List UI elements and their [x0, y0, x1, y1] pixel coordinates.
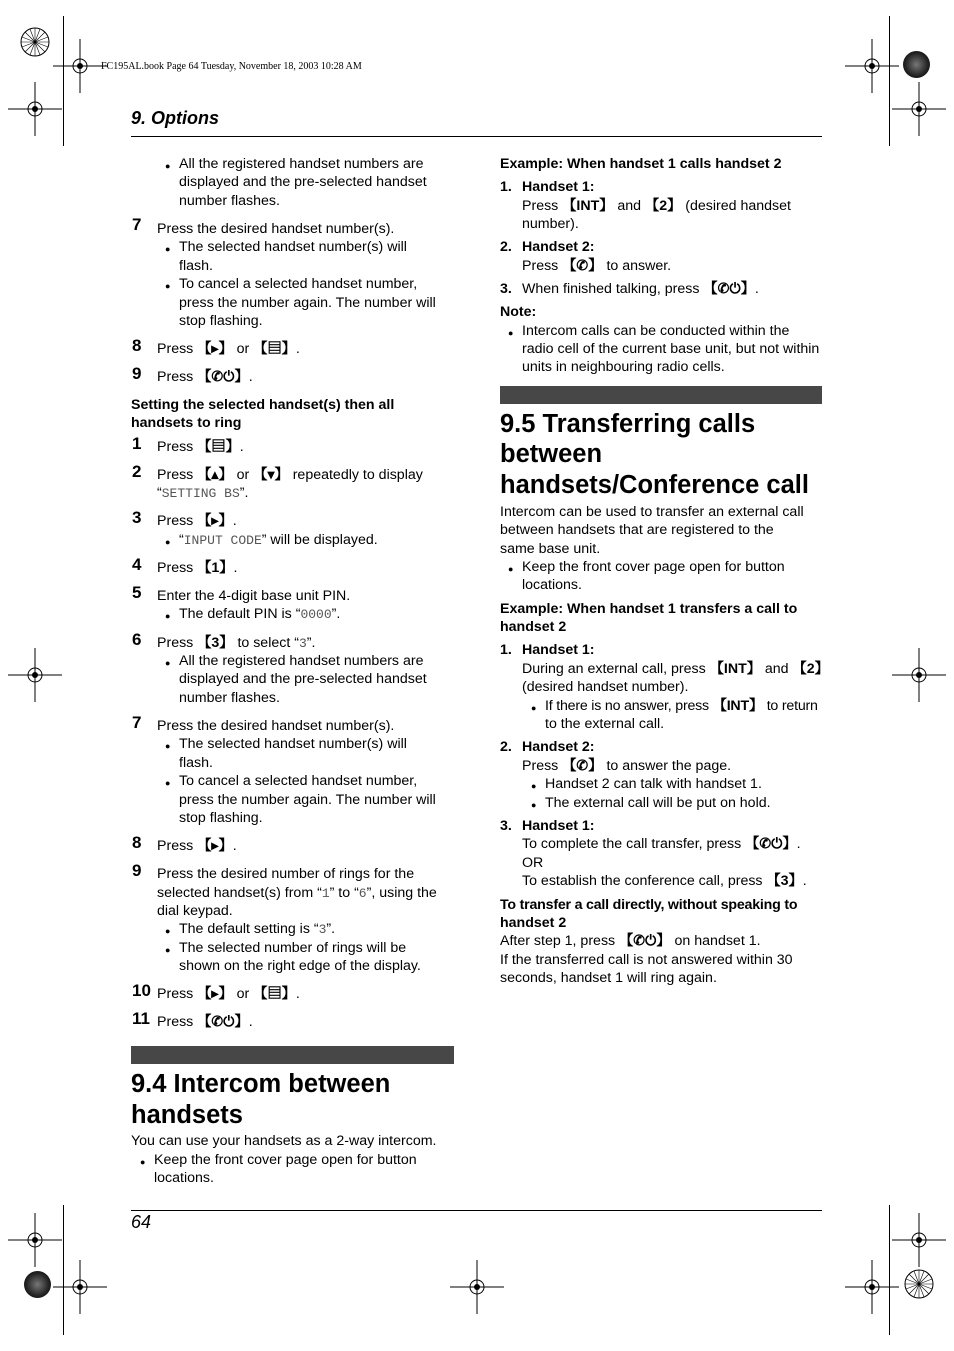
right-key-icon: 【▸】 — [197, 341, 233, 357]
off-key-icon: 【✆⏻】 — [703, 281, 755, 297]
off-key-icon: 【✆⏻】 — [197, 1014, 249, 1030]
bullet: ● — [165, 658, 171, 668]
text: Press — [157, 986, 194, 1002]
crosshair-mark — [892, 1213, 946, 1267]
lcd-text: 3 — [298, 636, 307, 651]
text-line — [522, 257, 671, 276]
section-bar — [500, 386, 822, 404]
text: Press — [157, 513, 194, 529]
menu-key-icon: 【▤】 — [253, 341, 296, 357]
text-line: number flashes. — [179, 690, 280, 706]
text: During an external call, press — [522, 661, 706, 677]
crop-line — [63, 1205, 64, 1335]
bullet: ● — [165, 741, 171, 751]
registration-disk — [903, 51, 930, 78]
text-line: shown on the right edge of the display. — [179, 958, 421, 974]
text-line: The selected handset number(s) will — [179, 239, 407, 255]
section-header: 9. Options — [131, 108, 220, 128]
list-title: Handset 1: — [522, 818, 595, 834]
crosshair-mark — [845, 1260, 899, 1314]
int-key-icon: 【INT】 — [709, 661, 761, 677]
text-line — [522, 197, 791, 216]
text: and — [617, 198, 642, 214]
text: To establish the conference call, press — [522, 873, 763, 889]
bullet: ● — [531, 703, 537, 713]
crosshair-mark — [450, 1260, 504, 1314]
example-heading: Example: When handset 1 calls handset 2 — [500, 156, 782, 172]
text-line: The selected handset number(s) will — [179, 736, 407, 752]
bullet: ● — [165, 537, 171, 547]
step-number: 4 — [132, 555, 142, 574]
list-title: Handset 1: — [522, 642, 595, 658]
right-key-icon: 【▸】 — [197, 513, 233, 529]
text-line: To complete the call transfer, press 【✆⏻】. — [522, 836, 801, 852]
text-line: Keep the front cover page open for button — [154, 1152, 417, 1168]
text: to answer the page. — [606, 758, 732, 774]
off-key-icon: 【✆⏻】 — [619, 933, 671, 949]
step-text: Press 【▸】 or 【▤】. — [157, 341, 300, 357]
menu-key-icon: 【▤】 — [253, 986, 296, 1002]
text: To complete the call transfer, press — [522, 836, 742, 852]
right-key-icon: 【▸】 — [197, 838, 233, 854]
text: ”. — [331, 606, 341, 622]
list-title: Handset 2: — [522, 739, 595, 755]
text-line: number). — [522, 216, 579, 232]
step-number: 6 — [132, 630, 142, 649]
crosshair-mark — [892, 648, 946, 702]
crop-line — [889, 1205, 890, 1335]
text: ” will be displayed. — [261, 532, 378, 548]
text-line — [157, 884, 437, 904]
step-number: 2 — [132, 462, 142, 481]
step-number: 8 — [132, 336, 142, 355]
step-text: Press the desired handset number(s). — [157, 718, 395, 734]
text-line: locations. — [154, 1170, 214, 1186]
text-line: dial keypad. — [157, 903, 233, 919]
text: ”. — [239, 485, 249, 501]
text: or — [236, 341, 250, 357]
step-number: 3 — [132, 508, 142, 527]
menu-key-icon: 【▤】 — [197, 439, 240, 455]
lcd-text: 3 — [318, 922, 327, 937]
crosshair-mark — [8, 1213, 62, 1267]
section-heading: 9.5 Transferring calls — [500, 410, 756, 438]
section-heading: between — [500, 440, 603, 468]
text: ”, using the — [366, 885, 437, 901]
text-line: stop flashing. — [179, 313, 263, 329]
text: Press — [157, 635, 194, 651]
text: Press — [157, 439, 194, 455]
list-number: 3. — [500, 281, 512, 297]
list-number: 2. — [500, 239, 512, 255]
key-3-icon: 【3】 — [197, 635, 234, 651]
crosshair-mark — [892, 82, 946, 136]
text-line: seconds, handset 1 will ring again. — [500, 970, 717, 986]
bullet: ● — [165, 244, 171, 254]
bullet: ● — [165, 161, 171, 171]
bullet: ● — [165, 945, 171, 955]
text: The default PIN is “ — [179, 606, 301, 622]
crop-line — [889, 16, 890, 146]
section-bar — [131, 1046, 454, 1064]
text: and — [764, 661, 789, 677]
text-line: Intercom can be used to transfer an external call — [500, 504, 804, 520]
key-2-icon: 【2】 — [645, 198, 682, 214]
int-key-icon: 【INT】 — [712, 698, 763, 714]
crosshair-mark — [8, 648, 62, 702]
text-line: radio cell of the current base unit, but not within — [522, 341, 820, 357]
bullet: ● — [531, 800, 537, 810]
step-number: 9 — [132, 364, 142, 383]
text: If there is no answer, press — [545, 698, 709, 714]
text: to return — [766, 698, 818, 714]
section-heading: 9.4 Intercom between — [131, 1070, 391, 1098]
text-line: To establish the conference call, press 【3】. — [522, 873, 807, 889]
subheading: handset 2 — [500, 915, 567, 931]
header-rule — [131, 136, 822, 137]
bullet: ● — [508, 564, 514, 574]
bullet: ● — [165, 281, 171, 291]
lcd-text: INPUT CODE — [183, 533, 262, 548]
text: After step 1, press — [500, 933, 616, 949]
step-number: 9 — [132, 861, 142, 880]
step-number: 5 — [132, 583, 142, 602]
step-number: 11 — [132, 1009, 150, 1028]
crosshair-mark — [53, 1260, 107, 1314]
step-text: Press the desired number of rings for the — [157, 866, 415, 882]
step-text — [157, 634, 315, 654]
bullet: ● — [165, 778, 171, 788]
step-number: 10 — [132, 981, 151, 1000]
subheading: To transfer a call directly, without speaking to — [500, 897, 798, 913]
text-line: All the registered handset numbers are — [179, 156, 424, 172]
text-line — [545, 697, 818, 716]
list-title: Handset 1: — [522, 179, 595, 195]
crosshair-mark — [8, 82, 62, 136]
lcd-text: 6 — [358, 886, 367, 901]
text: Press — [522, 258, 559, 274]
text: The default setting is “ — [179, 921, 319, 937]
list-number: 3. — [500, 818, 512, 834]
lcd-text: 1 — [321, 886, 330, 901]
text: to select “ — [237, 635, 299, 651]
off-key-icon: 【✆⏻】 — [745, 836, 797, 852]
text-line — [179, 531, 378, 551]
list-title: Handset 2: — [522, 239, 595, 255]
text-line: Intercom calls can be conducted within the — [522, 323, 790, 339]
up-key-icon: 【▴】 — [197, 467, 233, 483]
off-key-icon: 【✆⏻】 — [197, 369, 249, 385]
text: Press — [157, 467, 194, 483]
list-number: 1. — [500, 179, 512, 195]
text: Press — [522, 758, 559, 774]
text-line: You can use your handsets as a 2-way intercom. — [131, 1133, 437, 1149]
text-line: (desired handset number). — [522, 679, 689, 695]
lcd-text: SETTING BS — [161, 486, 240, 501]
list-number: 2. — [500, 739, 512, 755]
text-line: When finished talking, press 【✆⏻】. — [522, 281, 759, 297]
bullet: ● — [140, 1157, 146, 1167]
page-number: 64 — [131, 1212, 152, 1232]
bullet: ● — [165, 926, 171, 936]
text: Press — [157, 369, 194, 385]
text-line — [500, 932, 761, 951]
subheading: Setting the selected handset(s) then all — [131, 397, 395, 413]
text-line: OR — [522, 855, 544, 871]
step-text: Press 【▸】 or 【▤】. — [157, 986, 300, 1002]
text-line: All the registered handset numbers are — [179, 653, 424, 669]
step-text: Press 【▸】. — [157, 838, 237, 854]
text-line — [157, 484, 248, 504]
step-text: Press 【1】. — [157, 560, 238, 576]
text-line: The external call will be put on hold. — [545, 795, 771, 811]
text: selected handset(s) from “ — [157, 885, 322, 901]
registration-disk — [24, 1271, 51, 1298]
text-line — [522, 660, 829, 679]
step-text: Press the desired handset number(s). — [157, 221, 395, 237]
text: to answer. — [606, 258, 672, 274]
step-number: 8 — [132, 833, 142, 852]
text: ”. — [306, 635, 316, 651]
text: or — [236, 986, 250, 1002]
bullet: ● — [165, 611, 171, 621]
lcd-text: 0000 — [300, 607, 332, 622]
subheading: handsets to ring — [131, 415, 242, 431]
text-line: between handsets that are registered to the — [500, 522, 774, 538]
key-1-icon: 【1】 — [197, 560, 234, 576]
step-number: 1 — [132, 434, 142, 453]
step-text: Press 【▤】. — [157, 439, 244, 455]
text-line: flash. — [179, 258, 213, 274]
text-line — [179, 605, 340, 625]
text: repeatedly to display — [292, 467, 423, 483]
text: Press — [157, 341, 194, 357]
text-line: The selected number of rings will be — [179, 940, 407, 956]
footer-rule — [131, 1210, 822, 1211]
text-line: units in neighbouring radio cells. — [522, 359, 725, 375]
text-line: To cancel a selected handset number, — [179, 276, 418, 292]
text-line: same base unit. — [500, 541, 601, 557]
text: “ — [179, 532, 184, 548]
section-heading: handsets — [131, 1101, 243, 1129]
text: on handset 1. — [674, 933, 761, 949]
section-heading: handsets/Conference call — [500, 471, 809, 499]
text-line: press the number again. The number will — [179, 295, 436, 311]
text-line: Handset 2 can talk with handset 1. — [545, 776, 762, 792]
text: or — [236, 467, 250, 483]
bullet: ● — [508, 328, 514, 338]
text: ” to “ — [329, 885, 359, 901]
text: Press — [157, 1014, 194, 1030]
text: (desired handset — [685, 198, 791, 214]
talk-key-icon: 【✆】 — [562, 258, 603, 274]
step-text — [157, 466, 423, 485]
key-2-icon: 【2】 — [792, 661, 829, 677]
note-heading: Note: — [500, 304, 537, 320]
crosshair-mark — [845, 39, 899, 93]
step-number: 7 — [132, 215, 142, 234]
text: Press — [157, 560, 194, 576]
down-key-icon: 【▾】 — [253, 467, 289, 483]
text-line: If the transferred call is not answered within 30 — [500, 952, 793, 968]
text-line: displayed and the pre-selected handset — [179, 671, 427, 687]
key-3-icon: 【3】 — [766, 873, 803, 889]
text: Press — [522, 198, 559, 214]
text-line: number flashes. — [179, 193, 280, 209]
text-line: flash. — [179, 755, 213, 771]
step-number: 7 — [132, 713, 142, 732]
text-line — [522, 757, 731, 776]
text-line: displayed and the pre-selected handset — [179, 174, 427, 190]
step-text: Press 【▸】. — [157, 513, 237, 529]
crop-line — [63, 16, 64, 146]
step-text: Press 【✆⏻】. — [157, 369, 253, 385]
talk-key-icon: 【✆】 — [562, 758, 603, 774]
text: Press — [157, 838, 194, 854]
text: “ — [157, 485, 162, 501]
list-number: 1. — [500, 642, 512, 658]
bullet: ● — [531, 781, 537, 791]
text-line: stop flashing. — [179, 810, 263, 826]
text-line: To cancel a selected handset number, — [179, 773, 418, 789]
text-line: locations. — [522, 577, 582, 593]
text-line: press the number again. The number will — [179, 792, 436, 808]
step-text: Press 【✆⏻】. — [157, 1014, 253, 1030]
text-line — [179, 920, 335, 940]
text-line: Keep the front cover page open for button — [522, 559, 785, 575]
int-key-icon: 【INT】 — [562, 198, 614, 214]
example-heading: handset 2 — [500, 619, 567, 635]
text: ”. — [326, 921, 336, 937]
step-text: Enter the 4-digit base unit PIN. — [157, 588, 351, 604]
right-key-icon: 【▸】 — [197, 986, 233, 1002]
text: When finished talking, press — [522, 281, 700, 297]
text-line: to the external call. — [545, 716, 665, 732]
example-heading: Example: When handset 1 transfers a call to — [500, 601, 798, 617]
file-info: FC195AL.book Page 64 Tuesday, November 18, 2003 10:28 AM — [101, 61, 362, 72]
